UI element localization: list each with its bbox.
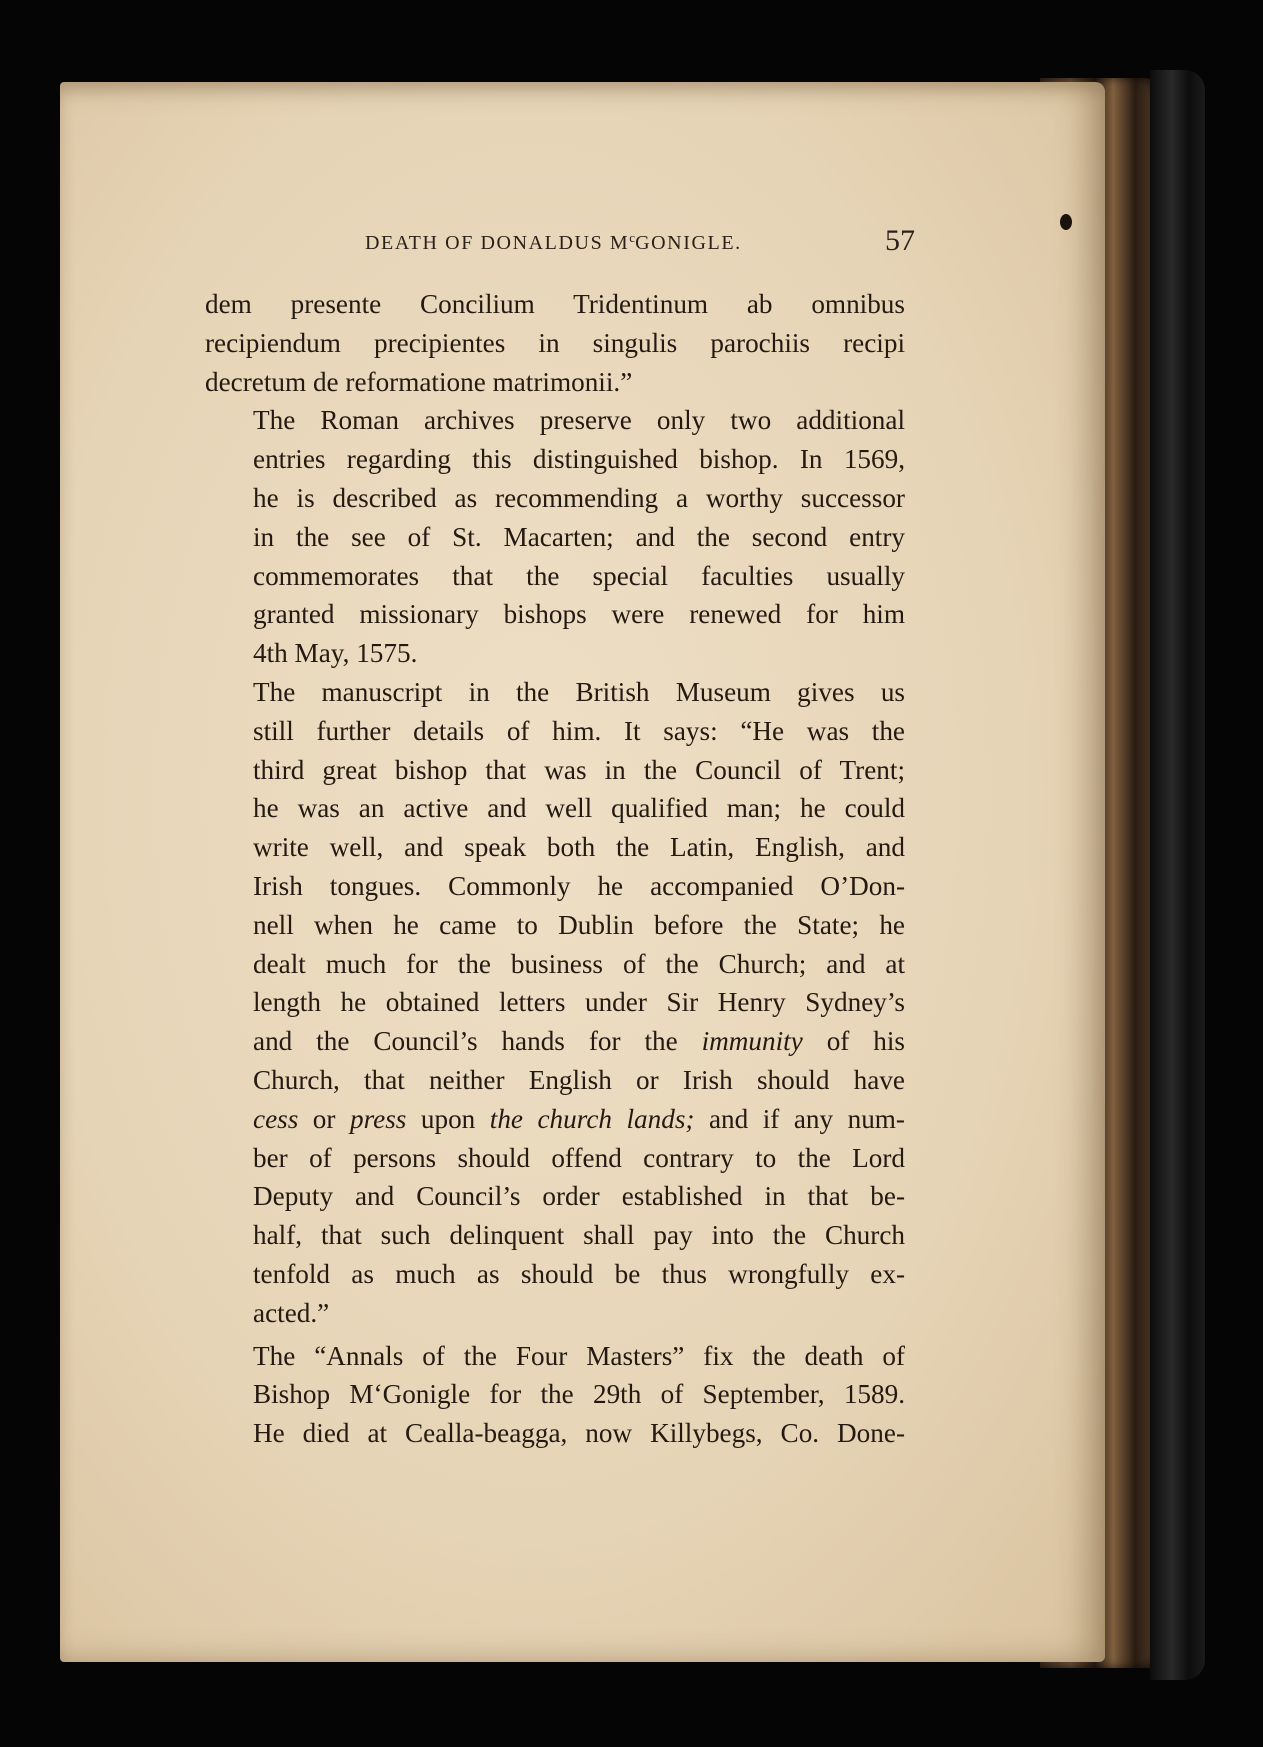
text-line: commemorates that the special faculties usually bbox=[253, 560, 905, 591]
running-header bbox=[150, 138, 920, 257]
running-head-title-part: DEATH OF DONALDUS M bbox=[365, 232, 630, 254]
text-line: length he obtained letters under Sir Henry Sydney’s bbox=[253, 987, 905, 1018]
text-line: Irish tongues. Commonly he accompanied O’Don- bbox=[253, 870, 905, 901]
text-line: still further details of him. It says: “He was the bbox=[253, 715, 905, 746]
text-line: The manuscript in the British Museum gives us bbox=[253, 676, 905, 707]
italic-immunity: immunity bbox=[701, 1026, 803, 1057]
text-line: acted.” bbox=[253, 1297, 330, 1328]
running-head-title-part: GONIGLE. bbox=[635, 232, 742, 254]
paragraph-1 bbox=[205, 285, 905, 401]
text-line: Bishop M‘Gonigle for the 29th of September, 1589. bbox=[253, 1379, 905, 1410]
paragraph-3 bbox=[205, 673, 905, 1333]
text-line: Church, that neither English or Irish should have bbox=[253, 1064, 905, 1095]
text-line: nell when he came to Dublin before the State; he bbox=[253, 909, 905, 940]
italic-cess: cess bbox=[253, 1103, 299, 1134]
text-line: granted missionary bishops were renewed for him bbox=[253, 599, 905, 630]
body-text bbox=[205, 285, 905, 1453]
italic-press: press bbox=[349, 1103, 407, 1134]
text-line: Deputy and Council’s order established in that be- bbox=[253, 1181, 905, 1212]
text-line: entries regarding this distinguished bishop. In 1569, bbox=[253, 444, 905, 475]
text-line: He died at Cealla-beagga, now Killybegs, Co. Done- bbox=[253, 1418, 905, 1449]
text-run: of his bbox=[802, 1026, 906, 1057]
book-cover-edge bbox=[1150, 70, 1205, 1680]
text-line-immunity bbox=[205, 1022, 905, 1061]
text-line: The “Annals of the Four Masters” fix the death of bbox=[253, 1340, 905, 1371]
text-line-cess bbox=[205, 1100, 905, 1139]
text-line: he was an active and well qualified man; he could bbox=[253, 793, 905, 824]
text-line: The Roman archives preserve only two additional bbox=[253, 405, 905, 436]
text-line: ber of persons should offend contrary to the Lord bbox=[253, 1142, 905, 1173]
text-line: half, that such delinquent shall pay into the Church bbox=[253, 1220, 905, 1251]
text-line: dealt much for the business of the Church; and at bbox=[253, 948, 905, 979]
text-line: write well, and speak both the Latin, English, and bbox=[253, 832, 905, 863]
text-line: 4th May, 1575. bbox=[253, 638, 418, 669]
text-line: tenfold as much as should be thus wrongfully ex- bbox=[253, 1258, 905, 1289]
text-line: third great bishop that was in the Council of Trent; bbox=[253, 754, 905, 785]
text-run: or bbox=[298, 1103, 350, 1134]
text-run: upon bbox=[406, 1103, 490, 1134]
paragraph-2 bbox=[205, 401, 905, 673]
text-line: dem presente Concilium Tridentinum ab omnibus bbox=[205, 289, 905, 319]
page-number: 57 bbox=[885, 224, 915, 257]
text-line: recipiendum precipientes in singulis parochiis recipi bbox=[205, 327, 905, 358]
running-head-superscript: c bbox=[629, 230, 636, 245]
text-run: and if any num- bbox=[694, 1103, 905, 1134]
text-line: decretum de reformatione matrimonii.” bbox=[205, 366, 633, 397]
text-run: and the Council’s hands for the bbox=[253, 1026, 702, 1057]
text-line: he is described as recommending a worthy successor bbox=[253, 482, 905, 513]
text-line: in the see of St. Macarten; and the second entry bbox=[253, 521, 905, 552]
italic-church-lands: the church lands; bbox=[489, 1103, 695, 1134]
running-head-title bbox=[365, 230, 742, 255]
paragraph-4 bbox=[205, 1337, 905, 1453]
ink-blot bbox=[1060, 214, 1072, 230]
